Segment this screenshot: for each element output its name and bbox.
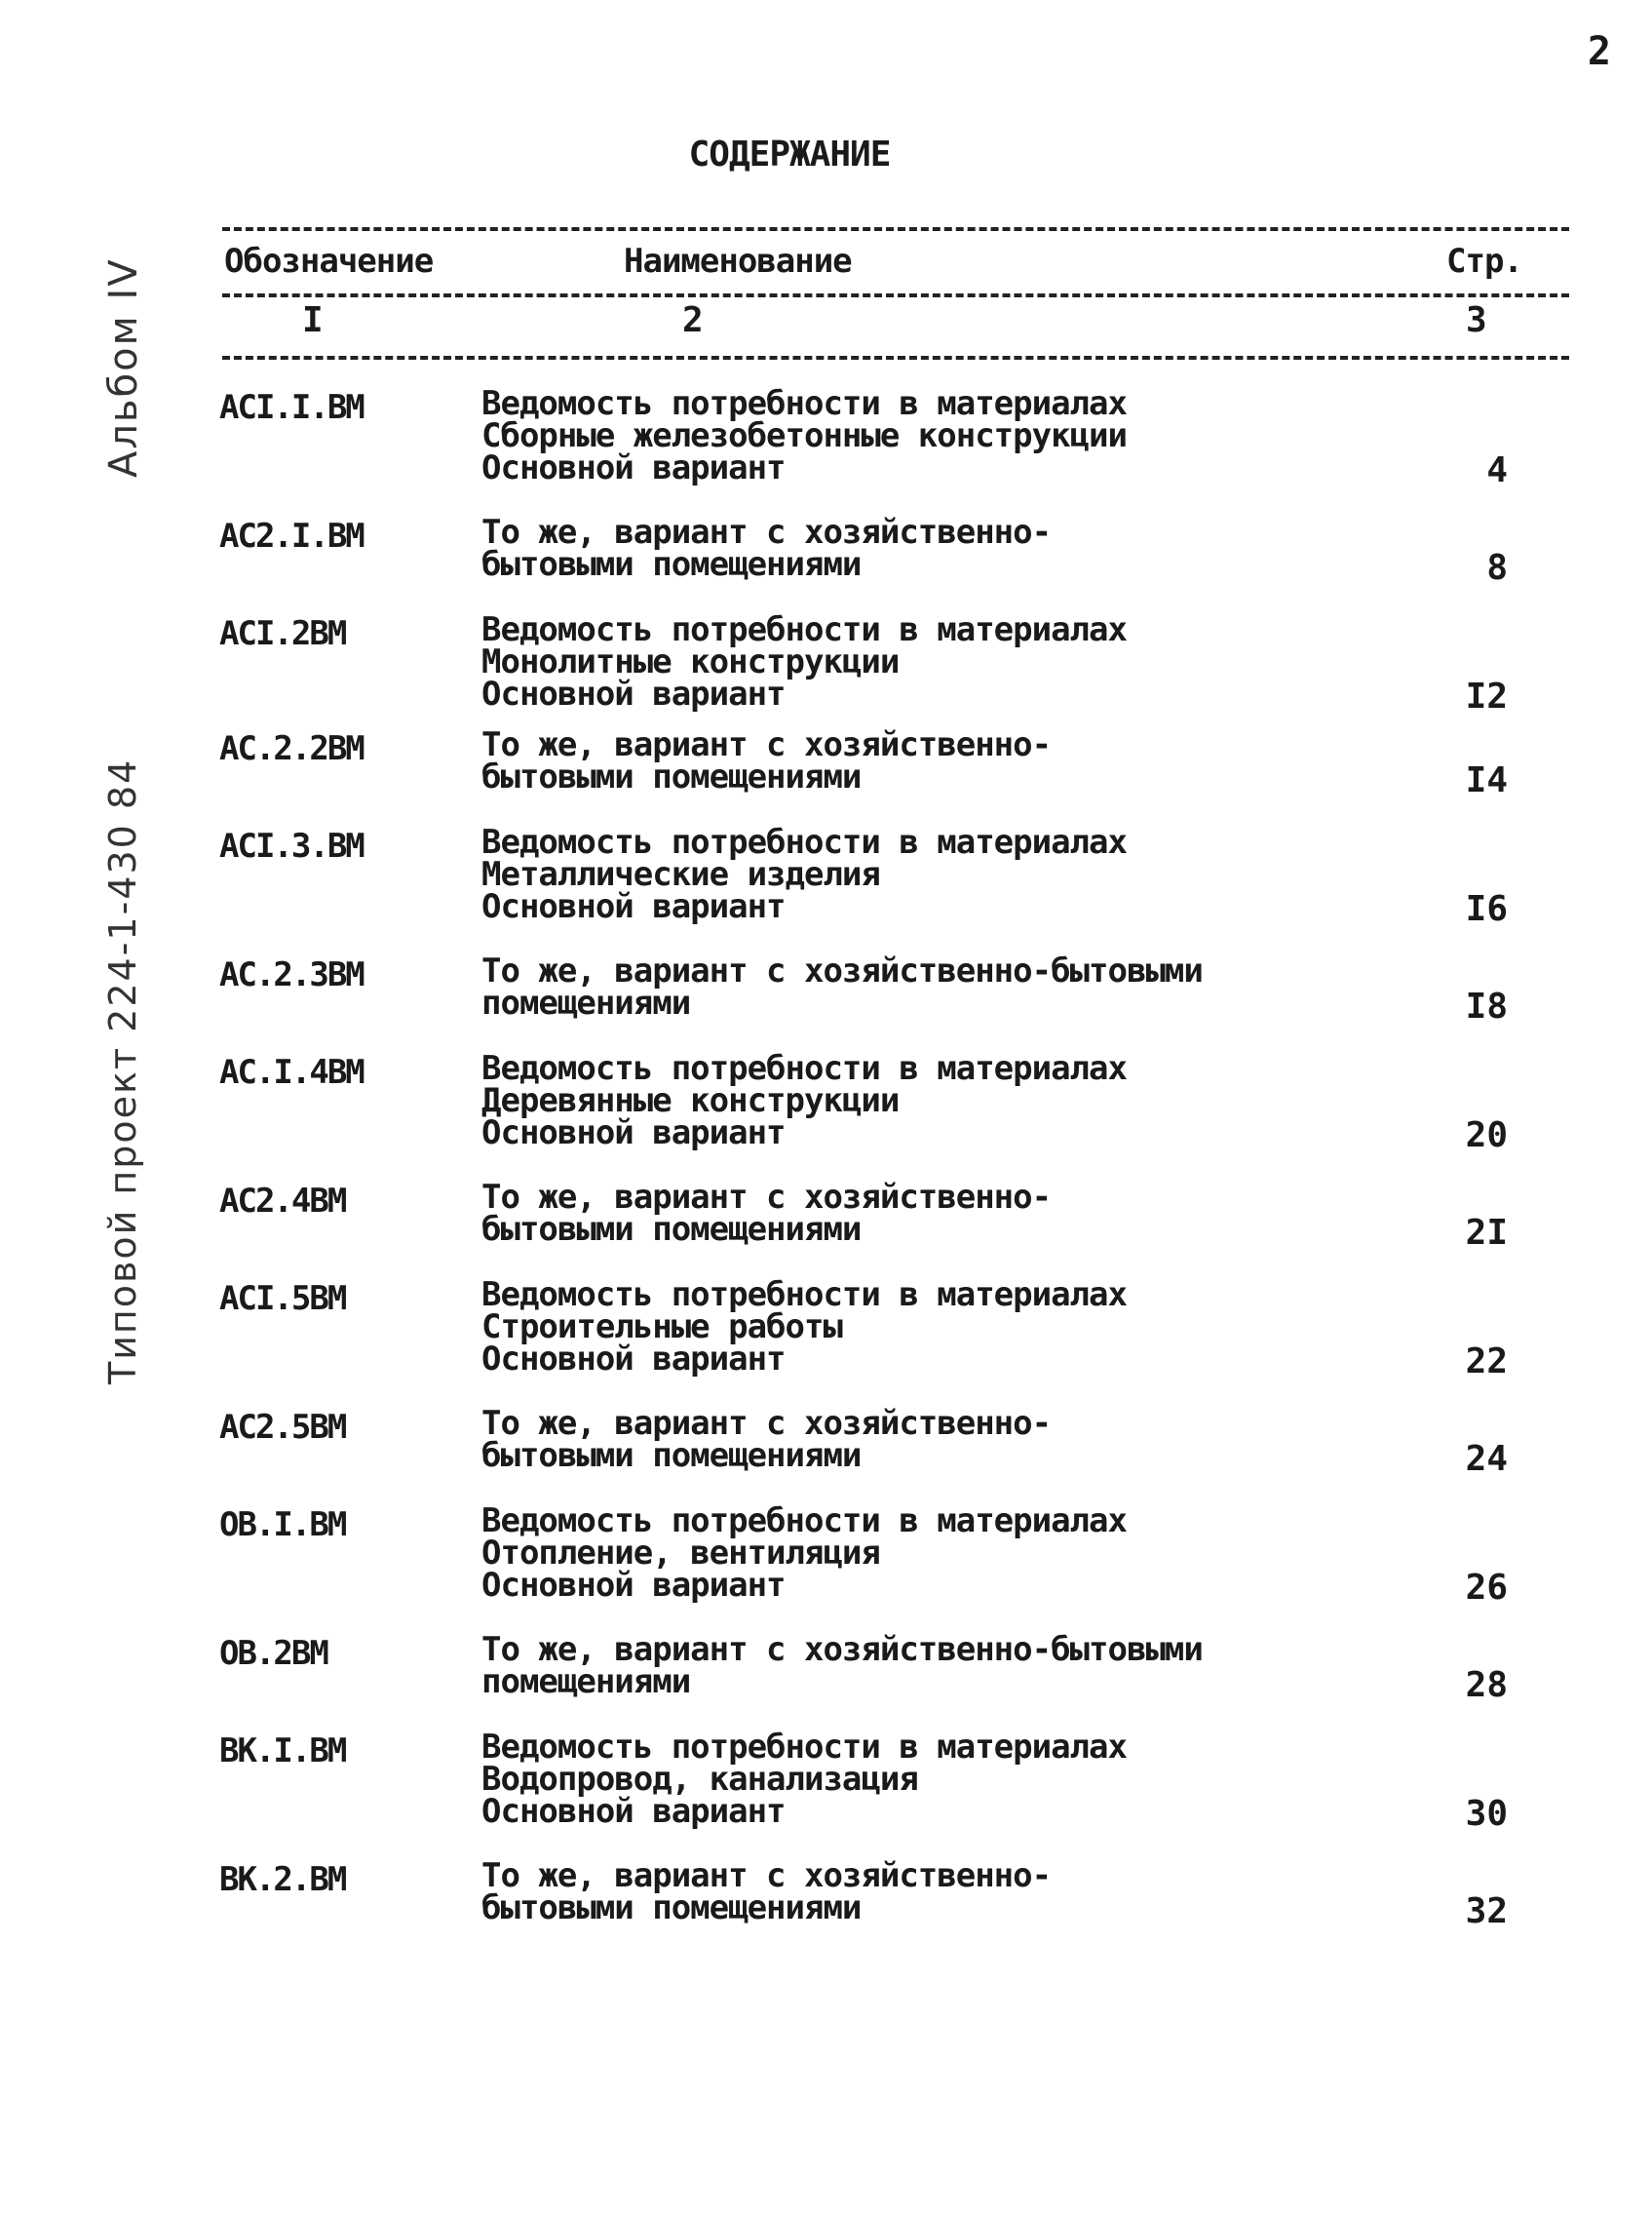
row-title-line: Водопровод, канализация [481,1760,918,1799]
row-title-line: Основной вариант [481,448,786,487]
row-title [481,1178,1052,1249]
row-title-line: Основной вариант [481,1113,786,1152]
row-title-line: Монолитные конструкции [481,642,900,681]
row-code: BK.I.BM [219,1731,346,1770]
page-title: СОДЕРЖАНИЕ [688,135,891,175]
row-page: 8 [1486,548,1508,588]
row-page: 20 [1465,1115,1508,1155]
row-title [481,952,1203,1023]
row-title [481,1049,1127,1152]
row-page: I8 [1465,987,1508,1027]
row-code: ACI.3.BM [219,827,364,866]
table-top-divider [222,227,1569,231]
row-page: 4 [1486,450,1508,490]
row-page: 30 [1465,1794,1508,1834]
row-title [481,1275,1127,1379]
row-page: I4 [1465,760,1508,800]
row-page: 22 [1465,1341,1508,1381]
row-title-line: Ведомость потребности в материалах [481,1501,1127,1540]
row-code: AC2.I.BM [219,517,364,556]
row-title-line: помещениями [481,984,691,1023]
column-number-2: 2 [682,300,704,340]
row-code: ACI.5BM [219,1279,346,1318]
row-title [481,725,1052,797]
row-title-line: бытовыми помещениями [481,1210,862,1249]
row-title-line: Отопление, вентиляция [481,1534,880,1573]
row-title-line: Основной вариант [481,1340,786,1379]
row-title-line: То же, вариант с хозяйственно- [481,1856,1052,1895]
row-title-line: Строительные работы [481,1307,842,1346]
row-title-line: Сборные железобетонные конструкции [481,416,1127,455]
margin-project-label: Типовой проект 224-1-430 84 [101,758,144,1384]
row-title-line: Ведомость потребности в материалах [481,823,1127,862]
row-page: 2I [1465,1213,1508,1253]
row-title [481,823,1127,926]
row-title [481,513,1052,584]
row-title-line: То же, вариант с хозяйственно-бытовыми [481,1630,1203,1669]
row-page: 28 [1465,1665,1508,1705]
page-number: 2 [1587,29,1611,74]
row-title-line: Ведомость потребности в материалах [481,1275,1127,1314]
row-title-line: бытовыми помещениями [481,1436,862,1475]
column-number-3: 3 [1466,300,1487,340]
row-code: AC.2.2BM [219,729,364,768]
row-title-line: То же, вариант с хозяйственно- [481,1404,1052,1443]
row-title [481,1404,1052,1475]
column-number-divider [222,356,1569,360]
row-title-line: Ведомость потребности в материалах [481,610,1127,649]
row-page: I2 [1465,677,1508,717]
row-title-line: бытовыми помещениями [481,758,862,797]
row-title-line: бытовыми помещениями [481,1888,862,1927]
header-divider [222,293,1569,297]
row-title [481,610,1127,714]
row-title-line: бытовыми помещениями [481,545,862,584]
row-code: OB.I.BM [219,1505,346,1544]
row-title-line: То же, вариант с хозяйственно- [481,513,1052,552]
row-title-line: Основной вариант [481,887,786,926]
row-title-line: Металлические изделия [481,855,880,894]
row-title-line: Основной вариант [481,1566,786,1605]
row-code: ACI.2BM [219,614,346,653]
row-title-line: То же, вариант с хозяйственно- [481,725,1052,764]
row-title-line: Основной вариант [481,675,786,714]
header-designation: Обозначение [224,242,434,281]
row-title-line: То же, вариант с хозяйственно- [481,1178,1052,1217]
row-title [481,384,1127,487]
row-code: AC.2.3BM [219,955,364,994]
row-title [481,1856,1052,1927]
row-page: 26 [1465,1568,1508,1608]
row-code: AC2.5BM [219,1408,346,1447]
row-title [481,1501,1127,1605]
row-code: ACI.I.BM [219,388,364,427]
row-title [481,1630,1203,1701]
row-title-line: Ведомость потребности в материалах [481,1728,1127,1767]
row-title-line: То же, вариант с хозяйственно-бытовыми [481,952,1203,991]
row-title-line: Деревянные конструкции [481,1081,900,1120]
row-page: 32 [1465,1891,1508,1931]
margin-album-label: Альбом IV [101,257,146,478]
row-title-line: Ведомость потребности в материалах [481,1049,1127,1088]
row-code: BK.2.BM [219,1860,346,1899]
row-title-line: Ведомость потребности в материалах [481,384,1127,423]
row-code: OB.2BM [219,1634,327,1673]
header-name: Наименование [624,242,852,281]
column-number-1: I [302,300,324,340]
row-code: AC.I.4BM [219,1053,364,1092]
row-title [481,1728,1127,1831]
row-page: I6 [1465,889,1508,929]
row-title-line: Основной вариант [481,1792,786,1831]
row-page: 24 [1465,1439,1508,1479]
header-page: Стр. [1446,242,1522,281]
row-code: AC2.4BM [219,1182,346,1221]
row-title-line: помещениями [481,1662,691,1701]
